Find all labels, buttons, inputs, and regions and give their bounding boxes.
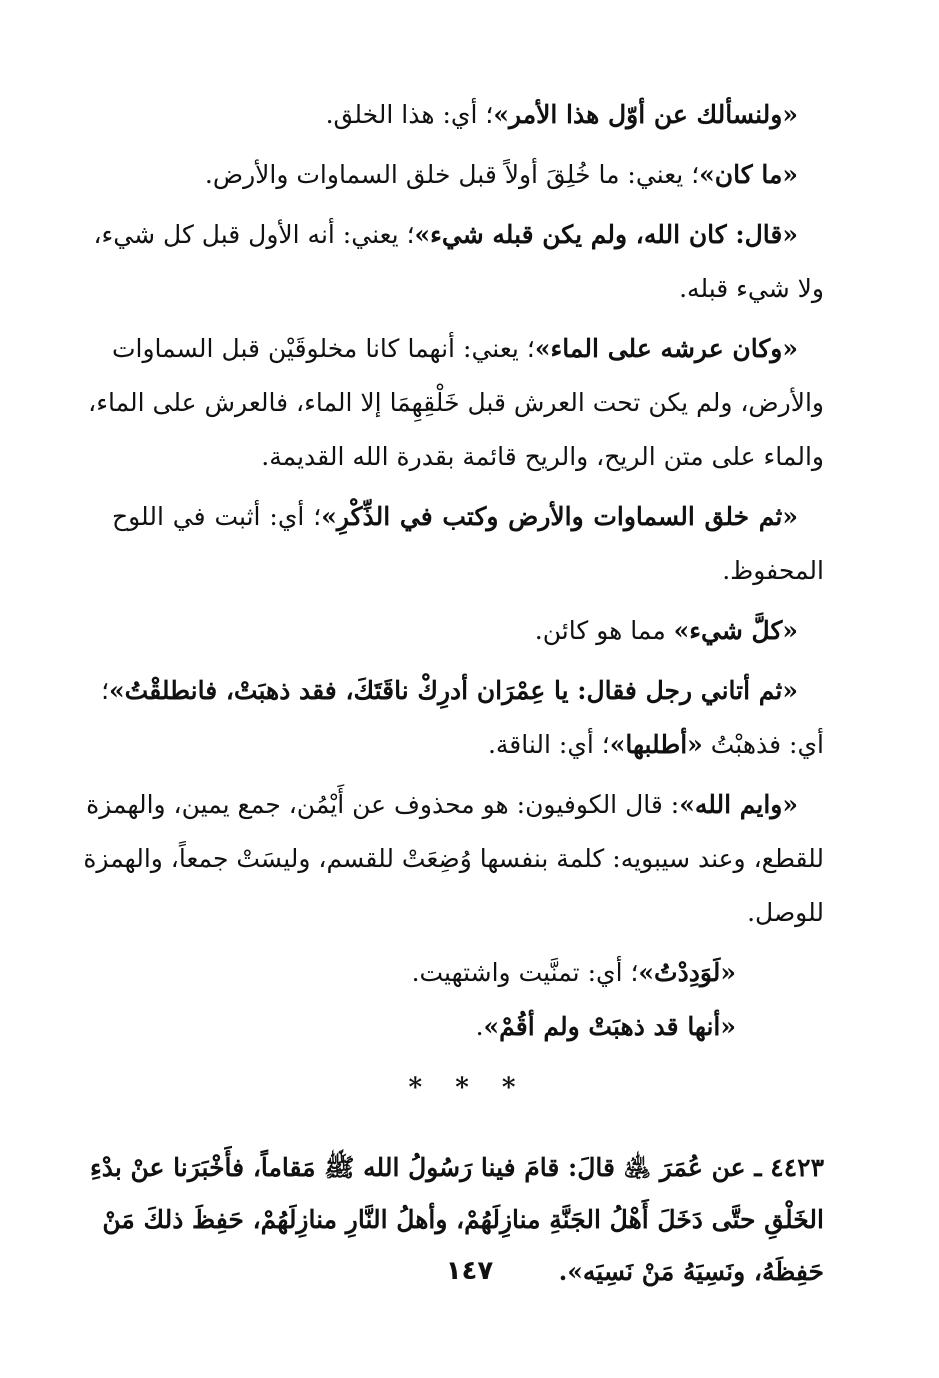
entry-5-text-2: المحفوظ. — [722, 556, 824, 585]
entry-9-line — [112, 946, 824, 1000]
entry-1-text: ؛ أي: هذا الخلق. — [325, 100, 494, 129]
entry-4-text: ؛ يعني: أنهما كانا مخلوقَيْن قبل السماوات — [112, 334, 535, 363]
entry-8-quote: «وايم الله» — [679, 790, 798, 819]
entry-2-text: ؛ يعني: ما خُلِقَ أولاً قبل خلق السماوات والأرض. — [204, 160, 700, 189]
entry-3-text-2: ولا شيء قبله. — [679, 274, 824, 303]
entry-6-text: مما هو كائن. — [534, 616, 674, 645]
entry-4-line-2 — [88, 376, 824, 430]
entry-4-line-3 — [112, 430, 824, 484]
entry-7-line-2 — [112, 718, 824, 772]
hadith-line-1: ٤٤٢٣ ـ عن عُمَرَ ﵁ قالَ: قامَ فينا رَسُولُ الله ﷺ مَقاماً، فأَخْبَرَنا عنْ بدْءِ — [89, 1153, 824, 1182]
entry-1-line — [112, 88, 824, 142]
entry-9-quote: «لَوَدِدْتُ» — [638, 958, 736, 987]
entry-10-text: . — [475, 1012, 484, 1041]
entry-7-line-1 — [101, 664, 824, 718]
entry-4-line-1 — [112, 322, 824, 376]
section-separator: * * * — [408, 1073, 528, 1103]
entry-4-text-2: والأرض، ولم يكن تحت العرش قبل خَلْقِهِمَا إلا الماء، فالعرش على الماء، — [88, 388, 824, 417]
entry-7-quote-2: «أطلبها» — [609, 730, 703, 759]
entry-4-text-3: والماء على متن الريح، والريح قائمة بقدرة الله القديمة. — [261, 442, 824, 471]
entry-6-quote: «كلَّ شيء» — [673, 616, 798, 645]
entry-7-text-2b: ؛ أي: الناقة. — [487, 730, 610, 759]
entry-3-line-2 — [112, 262, 824, 316]
entry-5-text: ؛ أي: أثبت في اللوح — [112, 502, 322, 531]
entry-5-quote: «ثم خلق السماوات والأرض وكتب في الذِّكْرِ» — [321, 502, 798, 531]
entry-7-text: ؛ — [101, 676, 110, 705]
entry-9-text: ؛ أي: تمنَّيت واشتهيت. — [411, 958, 639, 987]
entry-2-line — [112, 148, 824, 202]
entry-10-line — [112, 1000, 824, 1054]
entry-3-quote: «قال: كان الله، ولم يكن قبله شيء» — [414, 220, 798, 249]
page-body — [83, 88, 824, 1298]
entry-7-quote: «ثم أتاني رجل فقال: يا عِمْرَان أدرِكْ ناقَتَكَ، فقد ذهبَتْ، فانطلقْتُ» — [109, 676, 798, 705]
entry-2-quote: «ما كان» — [699, 160, 798, 189]
entry-4-quote: «وكان عرشه على الماء» — [534, 334, 798, 363]
page-number: ١٤٧ — [445, 1256, 494, 1286]
hadith-line-3: حَفِظَهُ، ونَسِيَهُ مَنْ نَسِيَه». — [558, 1257, 824, 1286]
entry-5-line-2 — [112, 544, 824, 598]
entry-8-text-3: للوصل. — [747, 898, 824, 927]
entry-8-line-2 — [83, 832, 824, 886]
entry-8-text: : قال الكوفيون: هو محذوف عن أَيْمُن، جمع يمين، والهمزة — [86, 790, 680, 819]
entry-1-quote: «ولنسألك عن أوّل هذا الأمر» — [493, 100, 798, 129]
entry-6-line — [112, 604, 824, 658]
entry-5-line-1 — [112, 490, 824, 544]
entry-8-line-1 — [86, 778, 824, 832]
entry-8-text-2: للقطع، وعند سيبويه: كلمة بنفسها وُضِعَتْ للقسم، وليسَتْ جمعاً، والهمزة — [83, 844, 824, 873]
entry-10-quote: «أنها قد ذهبَتْ ولم أقُمْ» — [483, 1012, 736, 1041]
entry-3-line-1 — [93, 208, 824, 262]
entry-3-text: ؛ يعني: أنه الأول قبل كل شيء، — [93, 220, 415, 249]
entry-8-line-3 — [112, 886, 824, 940]
entry-7-text-2a: أي: فذهبْتُ — [702, 730, 824, 759]
hadith-line-2: الخَلْقِ حتَّى دَخَلَ أَهْلُ الجَنَّةِ منازِلَهُمْ، وأهلُ النَّارِ منازِلَهُمْ، حَفِظَ ذلكَ مَنْ — [102, 1205, 824, 1234]
